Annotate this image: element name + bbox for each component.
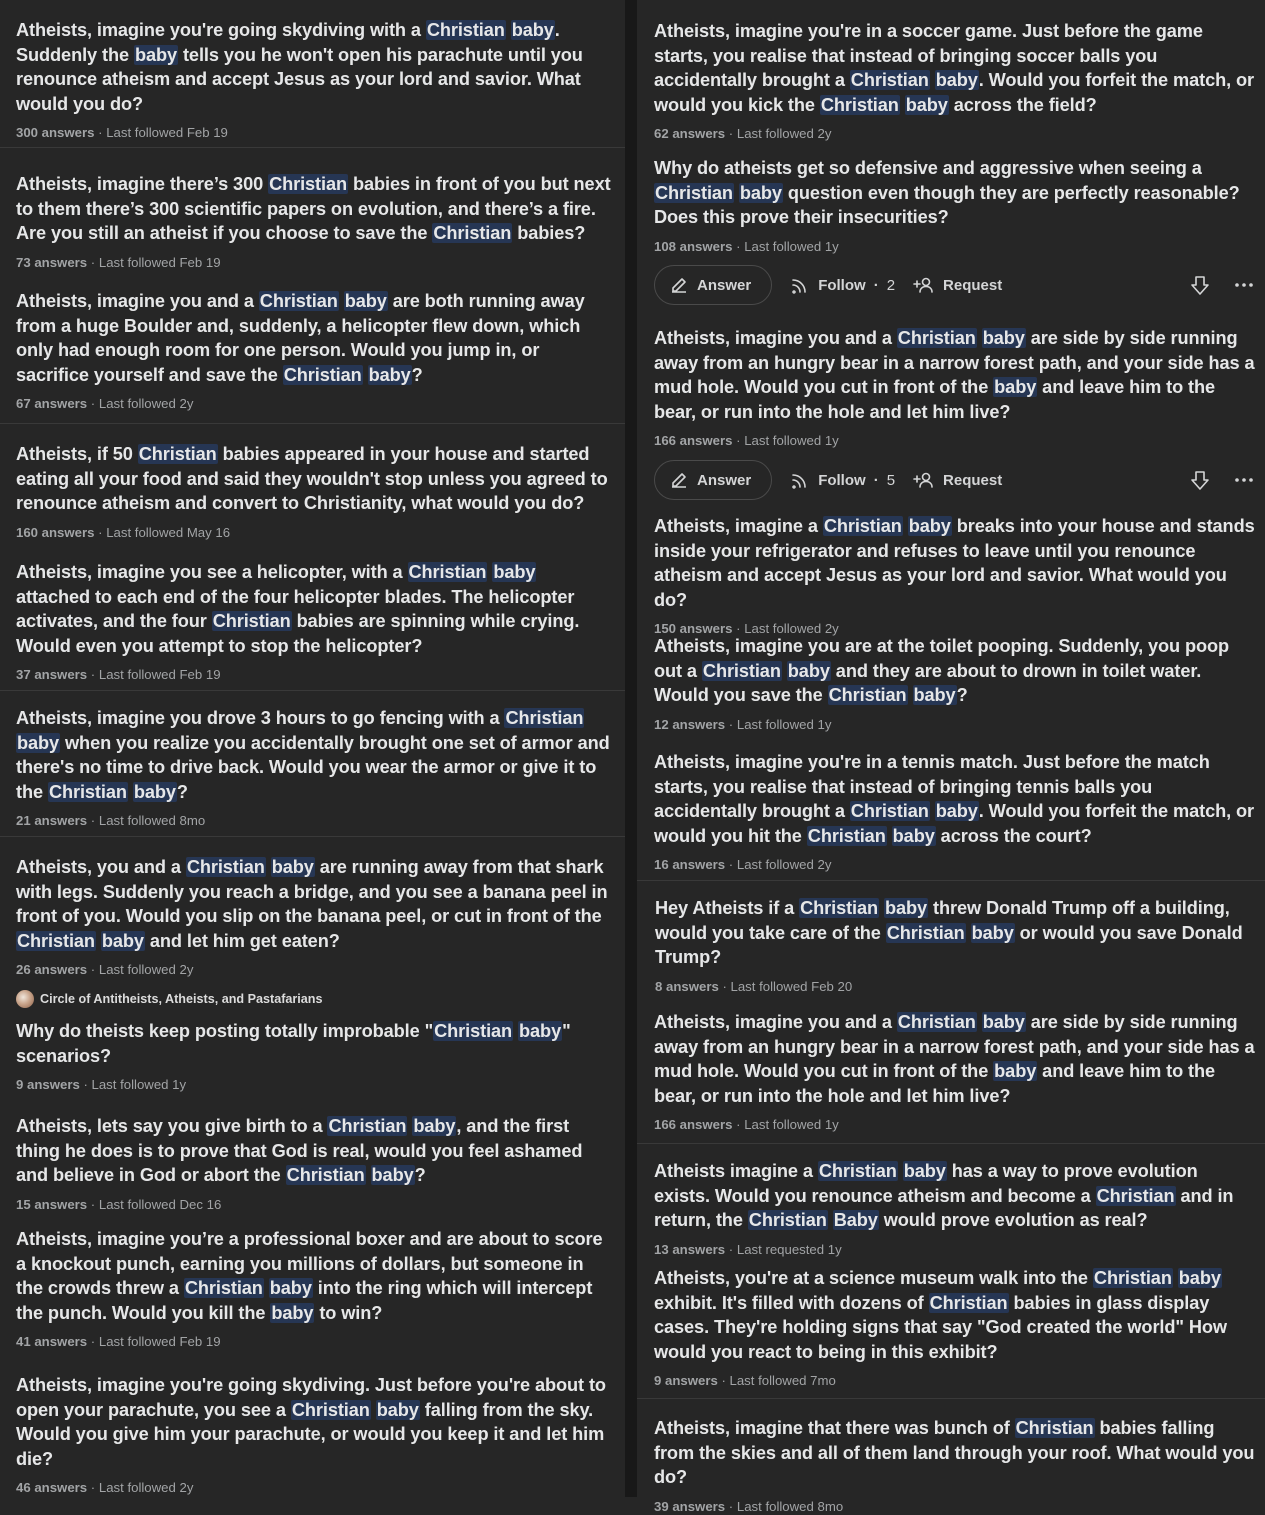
search-term-highlight: baby — [787, 660, 830, 681]
question-card — [16, 560, 611, 683]
question-text: Atheists, lets say you give birth to a — [16, 1116, 328, 1136]
question-text: Why do atheists get so defensive and aggressive when seeing a — [654, 158, 1202, 178]
question-card — [654, 1416, 1255, 1515]
answer-label: Answer — [697, 276, 752, 294]
question-text: Atheists, imagine you and a — [654, 328, 897, 348]
divider — [637, 880, 1265, 881]
search-term-highlight: Christian — [1015, 1418, 1094, 1438]
search-term-highlight: Christian — [212, 611, 291, 632]
search-term-highlight: baby — [271, 857, 314, 877]
question-title[interactable] — [16, 289, 611, 387]
vote-more-group — [1189, 469, 1255, 491]
search-term-highlight: baby — [908, 516, 951, 536]
question-text: has a way to prove evolution exists. Would you renounce atheism and become a — [654, 1161, 1198, 1206]
question-text: are side by side running away from an hungry bear in a narrow forest path, and your side has a mud hole. Would you cut in front of the — [654, 328, 1255, 398]
divider — [0, 423, 625, 424]
search-term-highlight: baby — [935, 801, 978, 822]
last-followed: Last followed 2y — [98, 396, 194, 412]
answer-count[interactable]: 73 answers — [16, 254, 88, 270]
question-title[interactable] — [654, 156, 1255, 230]
question-meta: 39 answers · Last followed 8mo — [654, 1498, 844, 1514]
question-card — [16, 172, 611, 271]
search-term-highlight: Christian — [1096, 1185, 1175, 1206]
question-text: Atheists, imagine you and a — [654, 1012, 897, 1032]
answer-count[interactable]: 62 answers — [654, 126, 726, 142]
question-text: Atheists, if 50 — [16, 444, 138, 464]
search-term-highlight: baby — [739, 182, 782, 203]
divider — [0, 836, 625, 837]
answer-count[interactable]: 12 answers — [654, 716, 726, 732]
question-card — [655, 896, 1255, 995]
column-gutter — [625, 0, 637, 1497]
question-text: . Would you forfeit the match, or would you kick the — [654, 70, 1254, 115]
question-text: into the ring which will intercept the punch. Would you kill the — [16, 1278, 593, 1323]
search-term-highlight: Christian — [828, 685, 907, 706]
question-title[interactable] — [16, 172, 611, 246]
last-followed: Last followed 2y — [744, 621, 839, 637]
question-title[interactable] — [16, 1019, 611, 1068]
question-text: Atheists, you and a — [16, 857, 186, 877]
last-followed: Last followed 8mo — [98, 813, 206, 829]
question-title[interactable] — [16, 442, 611, 516]
answer-count[interactable]: 9 answers — [16, 1077, 80, 1093]
last-followed: Last followed 2y — [736, 857, 832, 873]
question-meta: 108 answers · Last followed 1y — [654, 238, 839, 254]
question-text: Hey Atheists if a — [655, 898, 800, 918]
question-meta: 15 answers · Last followed Dec 16 — [16, 1196, 222, 1212]
question-card — [16, 18, 611, 141]
question-text: babies falling from the skies and all of them land through your roof. What would you do? — [654, 1418, 1255, 1488]
question-text: across the court? — [935, 825, 1092, 846]
divider — [0, 690, 625, 691]
search-term-highlight: baby — [994, 377, 1037, 398]
answer-count[interactable]: 8 answers — [655, 978, 719, 994]
search-term-highlight: Christian — [886, 922, 965, 943]
last-followed: Last followed 2y — [98, 1480, 194, 1496]
search-term-highlight: baby — [269, 1278, 312, 1299]
follow-label: Follow — [818, 471, 866, 489]
question-card — [654, 19, 1255, 142]
question-text: babies in front of you but next to them there’s 300 scientific papers on evolution, and there’s a fire. Are you still an atheist if you choose to save the — [16, 174, 611, 244]
question-meta: 8 answers · Last followed Feb 20 — [655, 978, 853, 994]
question-text: when you realize you accidentally brought one set of armor and there's no time to drive back. Would you wear the armor or give it to the — [16, 732, 610, 802]
search-term-highlight: Christian — [434, 1021, 513, 1041]
question-text — [977, 328, 982, 348]
last-followed: Last followed Feb 19 — [106, 125, 228, 141]
search-term-highlight: Christian — [186, 857, 265, 877]
answer-count[interactable]: 9 answers — [654, 1373, 718, 1389]
question-meta: 9 answers · Last followed 1y — [16, 1077, 187, 1093]
question-card — [654, 1159, 1255, 1258]
question-meta: 62 answers · Last followed 2y — [654, 126, 832, 142]
question-text: threw Donald Trump off a building, would you take care of the — [655, 898, 1230, 943]
question-title[interactable] — [16, 560, 611, 658]
question-card — [654, 514, 1255, 637]
question-text — [828, 1210, 833, 1230]
search-term-highlight: baby — [982, 328, 1025, 348]
answer-count[interactable]: 15 answers — [16, 1196, 88, 1212]
search-term-highlight: Christian — [291, 1399, 370, 1420]
question-title[interactable] — [654, 1010, 1255, 1108]
search-term-highlight: Christian — [184, 1278, 263, 1299]
answer-count[interactable]: 150 answers — [654, 621, 733, 637]
question-text: attached to each end of the four helicopter blades. The helicopter activates, and the four — [16, 586, 575, 632]
answer-count[interactable]: 300 answers — [16, 125, 95, 141]
search-term-highlight: baby — [913, 685, 956, 706]
search-term-highlight: baby — [101, 930, 144, 951]
search-term-highlight: Christian — [850, 70, 929, 91]
question-text: Atheists, imagine you see a helicopter, with a — [16, 562, 408, 582]
vote-more-group — [1189, 274, 1255, 296]
answer-count[interactable]: 160 answers — [16, 524, 95, 540]
search-term-highlight: Christian — [433, 223, 512, 244]
question-meta: 166 answers · Last followed 1y — [654, 433, 839, 449]
search-term-highlight: Christian — [850, 801, 929, 822]
pencil-icon — [669, 275, 689, 295]
question-title[interactable] — [654, 1159, 1255, 1233]
search-term-highlight: baby — [413, 1116, 456, 1136]
question-text: Atheists, imagine you're in a tennis match. Just before the match starts, you realise that instead of bringing tennis balls you accidentally brought a — [654, 752, 1210, 822]
answer-count[interactable]: 166 answers — [654, 1117, 733, 1133]
question-card — [16, 442, 611, 541]
pencil-icon — [669, 470, 689, 490]
search-term-highlight: Christian — [702, 660, 781, 681]
question-text: and leave him to the bear, or run into the hole and let him live? — [654, 377, 1216, 422]
question-title[interactable] — [655, 896, 1255, 970]
question-text: exhibit. It's filled with dozens of — [654, 1292, 929, 1313]
question-text: would prove evolution as real? — [878, 1210, 1148, 1231]
search-term-highlight: baby — [884, 898, 928, 918]
question-card — [16, 1114, 611, 1213]
question-text — [371, 1400, 376, 1420]
question-text: babies? — [512, 223, 586, 244]
question-meta: 160 answers · Last followed May 16 — [16, 524, 231, 540]
search-term-highlight: Christian — [17, 930, 95, 951]
question-meta: 13 answers · Last requested 1y — [654, 1241, 842, 1257]
last-followed: Last followed 1y — [736, 716, 832, 732]
rss-follow-icon — [790, 275, 810, 295]
question-text: , and the first thing he does is to prove that God is real, would you feel ashamed and believe in God or abort the — [16, 1116, 583, 1186]
question-text: Atheists, imagine you're in a soccer game. Just before the game starts, you realise that instead of bringing soccer balls you accidentally brought a — [654, 21, 1203, 91]
question-card — [16, 289, 611, 412]
last-followed: Last followed Feb 19 — [98, 667, 221, 683]
search-term-highlight: baby — [1178, 1268, 1221, 1288]
question-text — [887, 826, 892, 846]
answer-label: Answer — [697, 471, 752, 489]
question-meta: 300 answers · Last followed Feb 19 — [16, 125, 228, 141]
question-meta: 26 answers · Last followed 2y — [16, 962, 194, 978]
answer-count[interactable]: 37 answers — [16, 667, 88, 683]
last-followed: Last followed Dec 16 — [98, 1196, 222, 1212]
question-title[interactable] — [654, 19, 1255, 117]
question-meta: 21 answers · Last followed 8mo — [16, 813, 206, 829]
search-term-highlight: Christian — [823, 516, 902, 536]
question-text: ? — [176, 781, 188, 802]
question-title[interactable] — [654, 1266, 1255, 1364]
follow-button[interactable]: Follow · 2 — [790, 275, 895, 295]
follow-count: 2 — [886, 276, 896, 294]
question-text — [898, 1161, 903, 1181]
search-term-highlight: Christian — [426, 20, 505, 40]
search-term-highlight: baby — [994, 1061, 1037, 1082]
question-meta: 12 answers · Last followed 1y — [654, 716, 832, 732]
right-column — [637, 0, 1265, 1514]
question-text: ? — [414, 1165, 426, 1186]
question-title[interactable] — [16, 18, 611, 116]
question-text: are running away from that shark with legs. Suddenly you reach a bridge, and you see a banana peel in front of you. Would you slip on the banana peel, or cut in front of the — [16, 857, 608, 927]
question-card — [654, 634, 1255, 733]
question-card — [16, 855, 611, 978]
question-title[interactable] — [654, 1416, 1255, 1490]
question-actions — [654, 459, 1255, 501]
question-text: Atheists, imagine you and a — [16, 291, 259, 311]
answer-button[interactable] — [654, 265, 772, 305]
left-column — [0, 0, 625, 1497]
divider — [0, 147, 625, 148]
search-term-highlight: Christian — [748, 1210, 827, 1231]
question-text: or would you save Donald Trump? — [655, 922, 1243, 968]
search-term-highlight: Christian — [269, 174, 347, 194]
request-label: Request — [943, 276, 1003, 294]
follow-count: 5 — [886, 471, 896, 489]
question-title[interactable] — [654, 326, 1255, 424]
last-followed: Last followed 2y — [98, 962, 194, 978]
question-text: . Suddenly the — [16, 20, 560, 65]
question-title[interactable] — [654, 750, 1255, 848]
question-meta: 41 answers · Last followed Feb 19 — [16, 1334, 221, 1350]
question-title[interactable] — [16, 855, 611, 953]
last-followed: Last followed 7mo — [729, 1373, 836, 1389]
answer-count[interactable]: 26 answers — [16, 962, 88, 978]
question-text: across the field? — [948, 94, 1097, 115]
last-followed: Last followed May 16 — [106, 524, 231, 540]
question-meta: 16 answers · Last followed 2y — [654, 857, 832, 873]
search-term-highlight: baby — [982, 1012, 1025, 1032]
question-card — [16, 1019, 611, 1093]
last-followed: Last followed Feb 20 — [730, 978, 853, 994]
question-text: babies in glass display cases. They're holding signs that say "God created the world" How would you react to being in this exhibit? — [654, 1292, 1227, 1362]
question-card — [654, 1266, 1255, 1389]
question-meta: 150 answers · Last followed 2y — [654, 621, 839, 637]
request-button[interactable] — [913, 275, 1002, 295]
follow-label: Follow — [818, 276, 866, 294]
last-followed: Last followed 1y — [744, 433, 839, 449]
search-term-highlight: Christian — [328, 1116, 407, 1136]
search-term-highlight: Christian — [820, 94, 899, 115]
question-text: Atheists, imagine a — [654, 516, 823, 536]
search-term-highlight: Baby — [833, 1210, 878, 1231]
question-card — [16, 706, 611, 829]
search-term-highlight: baby — [271, 1302, 314, 1323]
question-card — [654, 1010, 1255, 1133]
divider — [637, 1143, 1265, 1144]
search-term-highlight: baby — [17, 732, 60, 753]
space-avatar — [16, 990, 34, 1008]
question-card — [654, 156, 1255, 255]
request-user-icon — [913, 275, 935, 295]
more-options-icon[interactable] — [1233, 469, 1255, 491]
question-text: Atheists, imagine you're going skydiving with a — [16, 20, 426, 40]
search-term-highlight: baby — [903, 1161, 946, 1181]
question-meta: 37 answers · Last followed Feb 19 — [16, 667, 221, 683]
search-term-highlight: Christian — [897, 328, 976, 348]
question-text: " scenarios? — [16, 1021, 571, 1066]
search-term-highlight: baby — [134, 44, 178, 65]
search-term-highlight: baby — [493, 562, 536, 582]
search-term-highlight: Christian — [807, 825, 886, 846]
last-followed: Last followed 1y — [91, 1077, 187, 1093]
question-text — [266, 857, 271, 877]
search-term-highlight: Christian — [408, 562, 487, 582]
request-user-icon — [913, 470, 935, 490]
question-text: and leave him to the bear, or run into the hole and let him live? — [654, 1061, 1216, 1106]
search-term-highlight: Christian — [929, 1292, 1008, 1313]
search-term-highlight: Christian — [897, 1012, 976, 1032]
question-title[interactable] — [16, 1227, 611, 1325]
question-text: and in return, the — [654, 1185, 1234, 1231]
follow-button[interactable]: Follow · 5 — [790, 470, 895, 490]
question-text: question even though they are perfectly reasonable? Does this prove their insecurities? — [654, 182, 1240, 228]
answer-count[interactable]: 41 answers — [16, 1334, 88, 1350]
search-term-highlight: baby — [368, 364, 411, 385]
question-text: . Would you forfeit the match, or would you hit the — [654, 801, 1254, 846]
search-term-highlight: Christian — [818, 1161, 897, 1181]
last-followed: Last followed 1y — [744, 1117, 839, 1133]
question-text: ? — [411, 364, 423, 385]
question-text: falling from the sky. Would you give him your parachute, or would you keep it and let him die? — [16, 1399, 605, 1469]
question-meta: 9 answers · Last followed 7mo — [654, 1373, 836, 1389]
answer-count[interactable]: 39 answers — [654, 1498, 726, 1514]
search-term-highlight: Christian — [286, 1165, 365, 1186]
question-actions — [654, 264, 1255, 306]
question-text — [930, 70, 935, 90]
question-card — [16, 1373, 611, 1496]
question-text — [363, 365, 368, 385]
answer-count[interactable]: 108 answers — [654, 238, 733, 254]
last-requested: Last requested 1y — [736, 1241, 842, 1257]
rss-follow-icon — [790, 470, 810, 490]
question-text: ? — [956, 685, 968, 706]
question-card — [654, 326, 1255, 449]
space-name[interactable]: Circle of Antitheists, Atheists, and Pastafarians — [40, 992, 323, 1006]
question-text: babies are spinning while crying. Would even you attempt to stop the helicopter? — [16, 611, 580, 656]
question-title[interactable] — [16, 1114, 611, 1188]
search-term-highlight: Christian — [1093, 1268, 1172, 1288]
question-text: Atheists, imagine that there was bunch of — [654, 1418, 1015, 1438]
question-title[interactable] — [654, 634, 1255, 708]
question-text: Atheists, imagine you're going skydiving. Just before you're about to open your parachute, you see a — [16, 1375, 606, 1420]
search-term-highlight: baby — [133, 781, 176, 802]
question-text: and let him get eaten? — [144, 930, 340, 951]
last-followed: Last followed 1y — [744, 238, 839, 254]
answer-count[interactable]: 16 answers — [654, 857, 726, 873]
question-text: are side by side running away from an hungry bear in a narrow forest path, and your side has a mud hole. Would you cut in front of the — [654, 1012, 1255, 1082]
search-term-highlight: baby — [892, 825, 935, 846]
question-text: are both running away from a huge Boulder and, suddenly, a helicopter flew down, which only had enough room for one person. Would you jump in, or sacrifice yourself and save the — [16, 291, 585, 385]
search-term-highlight: baby — [905, 94, 948, 115]
question-meta: 67 answers · Last followed 2y — [16, 396, 194, 412]
question-text: Atheists, imagine there’s 300 — [16, 174, 269, 194]
search-term-highlight: Christian — [505, 708, 584, 728]
question-title[interactable] — [16, 1373, 611, 1471]
question-text: Why do theists keep posting totally improbable " — [16, 1021, 434, 1041]
search-term-highlight: baby — [519, 1021, 562, 1041]
space-attribution[interactable] — [16, 990, 323, 1008]
search-term-highlight: baby — [376, 1399, 419, 1420]
question-meta: 73 answers · Last followed Feb 19 — [16, 254, 221, 270]
question-text — [506, 20, 511, 40]
search-term-highlight: Christian — [655, 182, 733, 203]
question-card — [654, 750, 1255, 873]
last-followed: Last followed 2y — [736, 126, 832, 142]
search-term-highlight: baby — [511, 20, 554, 40]
question-text: Atheists, imagine you drove 3 hours to go fencing with a — [16, 708, 505, 728]
search-term-highlight: Christian — [283, 364, 362, 385]
question-text: breaks into your house and stands inside your refrigerator and refuses to leave until you renounce atheism and accept Jesus as your lord and savior. What would you do? — [654, 516, 1255, 610]
question-text: babies appeared in your house and started eating all your food and said they wouldn't stop unless you agreed to renounce atheism and convert to Christianity, what would you do? — [16, 444, 608, 514]
answer-count[interactable]: 46 answers — [16, 1480, 88, 1496]
question-text: tells you he won't open his parachute until you renounce atheism and accept Jesus as your lord and savior. What would you do? — [16, 44, 583, 114]
question-text — [966, 923, 971, 943]
last-followed: Last followed 8mo — [736, 1498, 844, 1514]
question-title[interactable] — [16, 706, 611, 804]
search-term-highlight: baby — [344, 291, 387, 311]
answer-count[interactable]: 67 answers — [16, 396, 88, 412]
question-text: Atheists, imagine you are at the toilet pooping. Suddenly, you poop out a — [654, 636, 1229, 681]
question-title[interactable] — [654, 514, 1255, 612]
question-text — [366, 1165, 371, 1185]
last-followed: Last followed Feb 19 — [98, 1334, 221, 1350]
downvote-icon[interactable] — [1189, 274, 1211, 296]
search-term-highlight: baby — [935, 70, 978, 91]
question-text — [339, 291, 344, 311]
request-label: Request — [943, 471, 1003, 489]
question-text: Atheists, imagine you’re a professional boxer and are about to score a knockout punch, earning you millions of dollars, but someone in the crowds threw a — [16, 1229, 603, 1299]
search-term-highlight: Christian — [800, 898, 879, 918]
search-term-highlight: baby — [371, 1165, 414, 1186]
divider — [637, 1398, 1265, 1399]
answer-count[interactable]: 21 answers — [16, 813, 88, 829]
request-button[interactable] — [913, 470, 1002, 490]
downvote-icon[interactable] — [1189, 469, 1211, 491]
question-meta: 46 answers · Last followed 2y — [16, 1480, 194, 1496]
question-text — [930, 801, 935, 821]
question-text: Atheists imagine a — [654, 1161, 818, 1181]
search-term-highlight: baby — [971, 922, 1014, 943]
question-text — [977, 1012, 982, 1032]
question-text — [903, 516, 908, 536]
question-meta: 166 answers · Last followed 1y — [654, 1117, 839, 1133]
last-followed: Last followed Feb 19 — [98, 254, 221, 270]
search-term-highlight: Christian — [48, 781, 127, 802]
answer-count[interactable]: 13 answers — [654, 1241, 726, 1257]
question-text — [908, 685, 913, 705]
search-term-highlight: Christian — [259, 291, 338, 311]
search-term-highlight: Christian — [138, 444, 217, 464]
more-options-icon[interactable] — [1233, 274, 1255, 296]
answer-button[interactable] — [654, 460, 772, 500]
question-text: Atheists, you're at a science museum walk into the — [654, 1268, 1093, 1288]
answer-count[interactable]: 166 answers — [654, 433, 733, 449]
question-text: and they are about to drown in toilet water. Would you save the — [654, 660, 1202, 706]
question-text — [900, 95, 905, 115]
question-card — [16, 1227, 611, 1350]
question-text: to win? — [314, 1302, 383, 1323]
